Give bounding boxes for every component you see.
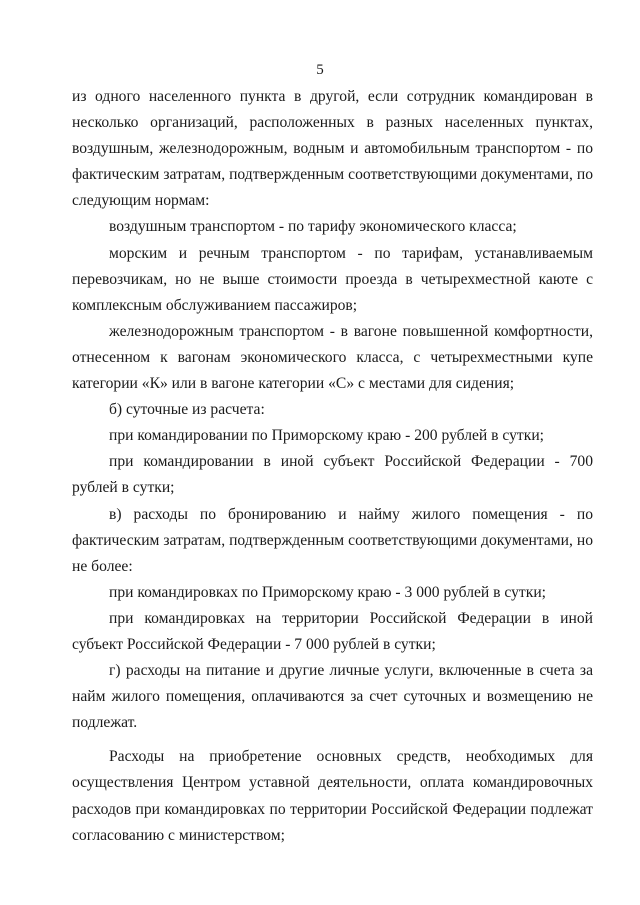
- paragraph-sea-river-transport: морским и речным транспортом - по тарифам, устанавливаемым перевозчикам, но не выше стоимости проезда в четырехместной каюте с комплексным обслуживанием пассажиров;: [72, 244, 593, 314]
- paragraph-air-transport: воздушным транспортом - по тарифу экономического класса;: [109, 218, 517, 236]
- paragraph-daily-other-region: при командировании в иной субъект Российской Федерации - 700 рублей в сутки;: [72, 453, 593, 497]
- paragraph-daily-primorsky: при командировании по Приморскому краю - 200 рублей в сутки;: [109, 427, 544, 445]
- paragraph-travel-continuation: из одного населенного пункта в другой, если сотрудник командирован в несколько организаций, расположенных в разных населенных пунктах, воздушным, железнодорожным, водным и автомобильным транспортом - по фактическим затратам, подтвержденным соответствующими документами, по следующим нормам:: [72, 88, 593, 210]
- page-number: 5: [316, 62, 324, 78]
- paragraph-accommodation-heading: в) расходы по бронированию и найму жилого помещения - по фактическим затратам, подтвержденным соответствующими документами, но не более:: [72, 505, 593, 575]
- paragraph-accommodation-primorsky: при командировках по Приморскому краю - 3 000 рублей в сутки;: [109, 583, 546, 601]
- paragraph-rail-transport: железнодорожным транспортом - в вагоне повышенной комфортности, отнесенном к вагонам экономического класса, с четырехместными купе категории «К» или в вагоне категории «С» с местами для сидения;: [72, 322, 593, 393]
- paragraph-accommodation-other-region: при командировках на территории Российской Федерации в иной субъект Российской Федерации - 7 000 рублей в сутки;: [72, 609, 593, 653]
- paragraph-fixed-assets: Расходы на приобретение основных средств, необходимых для осуществления Центром уставной деятельности, оплата командировочных расходов при командировках по территории Российской Федерации подлежат согласованию с министерством;: [72, 748, 593, 844]
- document-body: [72, 84, 593, 849]
- paragraph-meals-services: г) расходы на питание и другие личные услуги, включенные в счета за найм жилого помещения, оплачиваются за счет суточных и возмещению не подлежат.: [72, 662, 593, 732]
- paragraph-daily-allowance-heading: б) суточные из расчета:: [109, 401, 265, 419]
